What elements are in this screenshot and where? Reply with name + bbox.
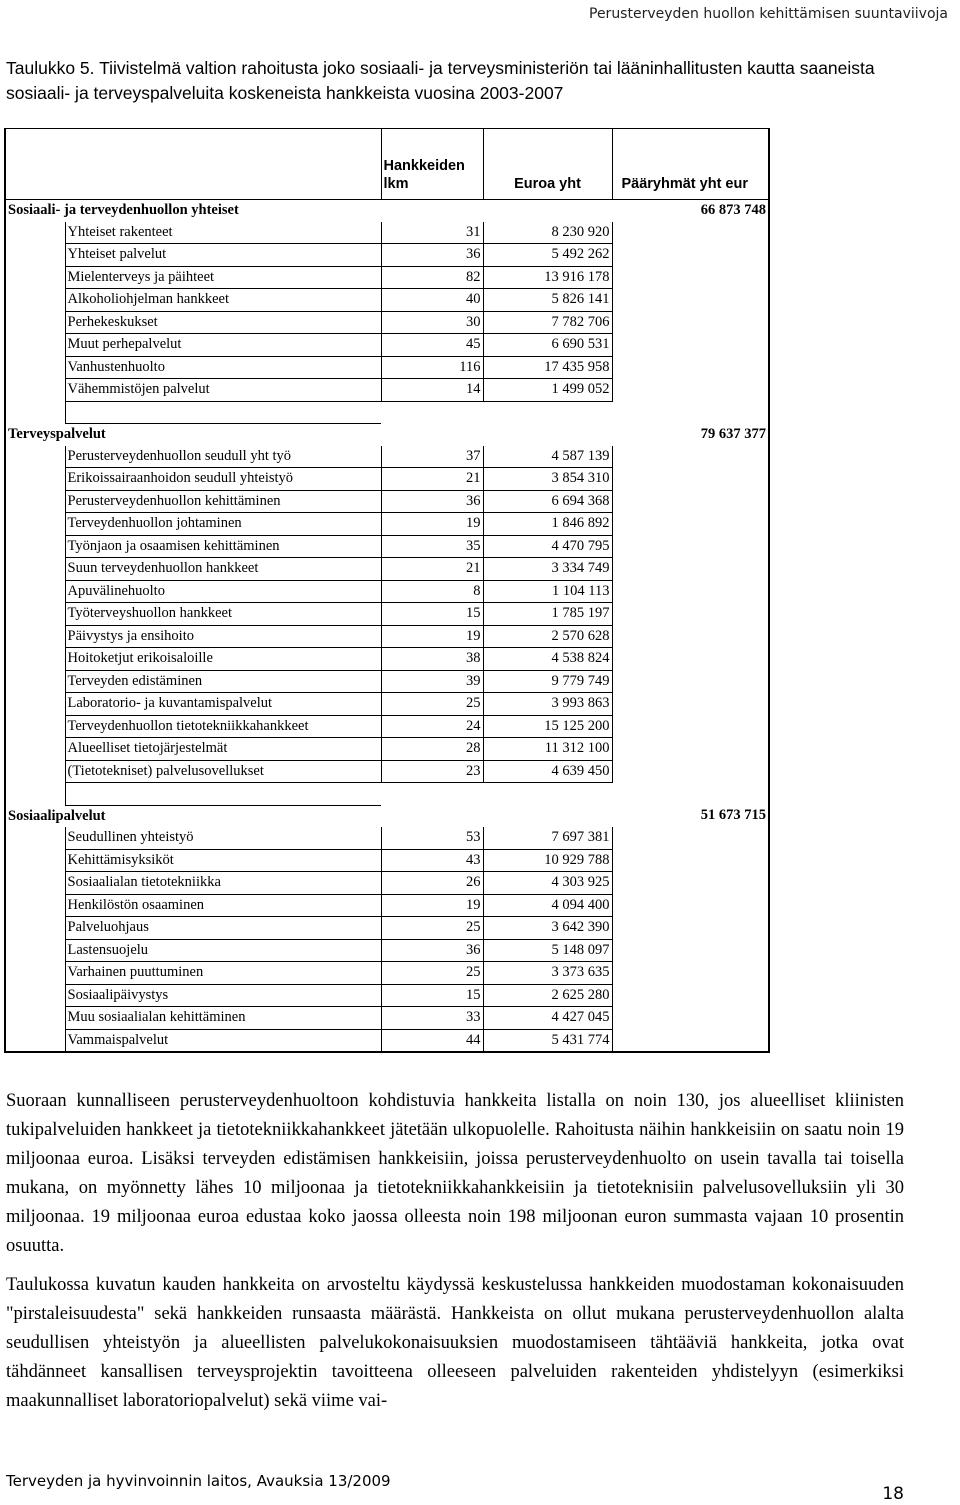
- row-count: 15: [381, 603, 483, 626]
- indent-cell: [5, 849, 65, 872]
- group-total: 79 637 377: [612, 424, 769, 446]
- row-label: Seudullinen yhteistyö: [65, 827, 381, 849]
- row-euro: 17 435 958: [483, 356, 612, 379]
- paragraph: Suoraan kunnalliseen perusterveydenhuoltoon kohdistuvia hankkeita listalla on noin 130, jos alueelliset kliinisten tukipalveluiden hankkeet ja tietotekniikkahankkeet jätetään ulkopuolelle. Rahoitusta näihin hankkeisiin on saatu noin 19 miljoonaa euroa. Lisäksi terveyden edistämisen hankkeisiin, joissa perusterveydenhuolto on usein tavalla tai toisella mukana, on myönnetty lähes 10 miljoonaa ja tietotekniikkahankkeisiin ja tietoteknisiin palvelusovelluksiin yli 30 miljoonaa. 19 miljoonaa euroa edustaa koko jaossa olleesta noin 198 miljoonan euron summasta vajaan 10 prosentin osuutta.: [6, 1091, 904, 1256]
- row-empty: [612, 513, 769, 536]
- row-label: Mielenterveys ja päihteet: [65, 266, 381, 289]
- row-euro: 6 694 368: [483, 490, 612, 513]
- header-group-total: Pääryhmät yht eur: [612, 129, 769, 200]
- row-label: Vanhustenhuolto: [65, 356, 381, 379]
- row-euro: 3 854 310: [483, 468, 612, 491]
- group-title: Terveyspalvelut: [5, 424, 612, 446]
- indent-cell: [5, 446, 65, 468]
- row-label: Muut perhepalvelut: [65, 334, 381, 357]
- row-euro: 15 125 200: [483, 715, 612, 738]
- indent-cell: [5, 648, 65, 671]
- row-count: 24: [381, 715, 483, 738]
- spacer-cell: [612, 783, 769, 806]
- indent-cell: [5, 266, 65, 289]
- row-euro: 11 312 100: [483, 738, 612, 761]
- row-label: Sosiaalipäivystys: [65, 984, 381, 1007]
- spacer-cell: [483, 783, 612, 806]
- table-row: [5, 849, 769, 872]
- row-empty: [612, 760, 769, 783]
- table-row: [5, 648, 769, 671]
- indent-cell: [5, 939, 65, 962]
- indent-cell: [5, 490, 65, 513]
- row-empty: [612, 648, 769, 671]
- row-euro: 7 782 706: [483, 311, 612, 334]
- row-label: Suun terveydenhuollon hankkeet: [65, 558, 381, 581]
- row-euro: 3 373 635: [483, 962, 612, 985]
- row-empty: [612, 356, 769, 379]
- spacer-cell: [65, 783, 381, 806]
- table-row: [5, 334, 769, 357]
- row-empty: [612, 222, 769, 244]
- row-label: Yhteiset rakenteet: [65, 222, 381, 244]
- row-count: 25: [381, 693, 483, 716]
- group-row: [5, 200, 769, 222]
- group-total: 66 873 748: [612, 200, 769, 222]
- row-euro: 9 779 749: [483, 670, 612, 693]
- row-count: 35: [381, 535, 483, 558]
- row-empty: [612, 939, 769, 962]
- table-row: [5, 266, 769, 289]
- row-label: Muu sosiaalialan kehittäminen: [65, 1007, 381, 1030]
- row-euro: 2 570 628: [483, 625, 612, 648]
- indent-cell: [5, 468, 65, 491]
- spacer-cell: [65, 401, 381, 424]
- group-title: Sosiaali- ja terveydenhuollon yhteiset: [5, 200, 612, 222]
- row-count: 21: [381, 558, 483, 581]
- row-euro: 4 470 795: [483, 535, 612, 558]
- row-count: 19: [381, 894, 483, 917]
- row-empty: [612, 693, 769, 716]
- row-euro: 1 785 197: [483, 603, 612, 626]
- table-row: [5, 535, 769, 558]
- indent-cell: [5, 872, 65, 895]
- spacer-row: [5, 783, 769, 806]
- row-empty: [612, 984, 769, 1007]
- table-row: [5, 446, 769, 468]
- row-empty: [612, 558, 769, 581]
- row-count: 39: [381, 670, 483, 693]
- indent-cell: [5, 1029, 65, 1052]
- header-count: Hankkeiden lkm: [381, 129, 483, 200]
- table-row: [5, 939, 769, 962]
- row-empty: [612, 1007, 769, 1030]
- table-row: [5, 289, 769, 312]
- row-count: 45: [381, 334, 483, 357]
- spacer-cell: [612, 401, 769, 424]
- table-row: [5, 738, 769, 761]
- spacer-cell: [5, 783, 65, 806]
- paragraph: Taulukossa kuvatun kauden hankkeita on arvosteltu käydyssä keskustelussa hankkeiden muodostaman kokonaisuuden "pirstaleisuudesta" sekä hankkeiden runsaasta määrästä. Hankkeista on ollut mukana perusterveydenhuollon alalta seudullisen yhteistyön ja alueellisten palvelukokonaisuuksien muodostamiseen tähtääviä hankkeita, jotka ovat tähdänneet kansallisen terveysprojektin tavoitteena olleeseen palveluiden rakenteiden yhdistelyyn (esimerkiksi maakunnalliset laboratoriopalvelut) sekä viime vai-: [6, 1275, 904, 1411]
- row-count: 53: [381, 827, 483, 849]
- indent-cell: [5, 827, 65, 849]
- row-count: 25: [381, 917, 483, 940]
- group-row: [5, 424, 769, 446]
- row-euro: 1 104 113: [483, 580, 612, 603]
- row-euro: 4 427 045: [483, 1007, 612, 1030]
- table-row: [5, 311, 769, 334]
- row-empty: [612, 625, 769, 648]
- indent-cell: [5, 356, 65, 379]
- indent-cell: [5, 558, 65, 581]
- row-euro: 3 993 863: [483, 693, 612, 716]
- row-label: Työnjaon ja osaamisen kehittäminen: [65, 535, 381, 558]
- row-label: Terveyden edistäminen: [65, 670, 381, 693]
- row-euro: 5 492 262: [483, 244, 612, 267]
- row-euro: 3 642 390: [483, 917, 612, 940]
- row-count: 82: [381, 266, 483, 289]
- row-empty: [612, 917, 769, 940]
- indent-cell: [5, 1007, 65, 1030]
- row-count: 116: [381, 356, 483, 379]
- row-empty: [612, 446, 769, 468]
- row-count: 37: [381, 446, 483, 468]
- row-count: 43: [381, 849, 483, 872]
- row-empty: [612, 894, 769, 917]
- table-row: [5, 827, 769, 849]
- table-row: [5, 356, 769, 379]
- row-label: Kehittämisyksiköt: [65, 849, 381, 872]
- indent-cell: [5, 379, 65, 402]
- row-euro: 13 916 178: [483, 266, 612, 289]
- row-label: Terveydenhuollon johtaminen: [65, 513, 381, 536]
- table-row: [5, 244, 769, 267]
- row-label: Henkilöstön osaaminen: [65, 894, 381, 917]
- row-count: 15: [381, 984, 483, 1007]
- row-count: 14: [381, 379, 483, 402]
- row-count: 19: [381, 513, 483, 536]
- row-count: 28: [381, 738, 483, 761]
- table-row: [5, 1007, 769, 1030]
- row-empty: [612, 490, 769, 513]
- row-label: Perusterveydenhuollon kehittäminen: [65, 490, 381, 513]
- row-empty: [612, 535, 769, 558]
- table-row: [5, 872, 769, 895]
- row-euro: 1 846 892: [483, 513, 612, 536]
- row-count: 30: [381, 311, 483, 334]
- row-label: Lastensuojelu: [65, 939, 381, 962]
- row-empty: [612, 715, 769, 738]
- table-row: [5, 625, 769, 648]
- row-label: Hoitoketjut erikoisaloille: [65, 648, 381, 671]
- table-row: [5, 1029, 769, 1052]
- row-label: Laboratorio- ja kuvantamispalvelut: [65, 693, 381, 716]
- indent-cell: [5, 222, 65, 244]
- row-empty: [612, 580, 769, 603]
- row-euro: 4 094 400: [483, 894, 612, 917]
- row-empty: [612, 603, 769, 626]
- indent-cell: [5, 289, 65, 312]
- spacer-row: [5, 401, 769, 424]
- row-count: 40: [381, 289, 483, 312]
- row-empty: [612, 849, 769, 872]
- table-row: [5, 693, 769, 716]
- row-empty: [612, 266, 769, 289]
- row-count: 36: [381, 939, 483, 962]
- indent-cell: [5, 962, 65, 985]
- row-empty: [612, 379, 769, 402]
- indent-cell: [5, 984, 65, 1007]
- row-label: Vammaispalvelut: [65, 1029, 381, 1052]
- table-row: [5, 670, 769, 693]
- row-label: Perusterveydenhuollon seudull yht työ: [65, 446, 381, 468]
- indent-cell: [5, 693, 65, 716]
- row-empty: [612, 289, 769, 312]
- table-row: [5, 715, 769, 738]
- indent-cell: [5, 244, 65, 267]
- row-empty: [612, 872, 769, 895]
- row-count: 19: [381, 625, 483, 648]
- row-empty: [612, 468, 769, 491]
- row-euro: 5 431 774: [483, 1029, 612, 1052]
- table-header-row: [5, 129, 769, 200]
- row-label: Työterveyshuollon hankkeet: [65, 603, 381, 626]
- table-row: [5, 468, 769, 491]
- row-count: 8: [381, 580, 483, 603]
- indent-cell: [5, 603, 65, 626]
- row-euro: 4 303 925: [483, 872, 612, 895]
- row-label: Apuvälinehuolto: [65, 580, 381, 603]
- row-empty: [612, 670, 769, 693]
- spacer-cell: [483, 401, 612, 424]
- row-label: Sosiaalialan tietotekniikka: [65, 872, 381, 895]
- row-euro: 5 148 097: [483, 939, 612, 962]
- footer-publisher: Terveyden ja hyvinvoinnin laitos, Avauksia 13/2009: [6, 1472, 391, 1490]
- table-row: [5, 558, 769, 581]
- indent-cell: [5, 311, 65, 334]
- table-row: [5, 984, 769, 1007]
- table-row: [5, 760, 769, 783]
- running-header: Perusterveyden huollon kehittämisen suuntaviivoja: [589, 6, 948, 22]
- row-euro: 2 625 280: [483, 984, 612, 1007]
- table-caption: Taulukko 5. Tiivistelmä valtion rahoitusta joko sosiaali- ja terveysministeriön tai lääninhallitusten kautta saaneista sosiaali- ja terveyspalveluita koskeneista hankkeista vuosina 2003-2007: [6, 58, 875, 103]
- indent-cell: [5, 535, 65, 558]
- row-count: 25: [381, 962, 483, 985]
- row-euro: 4 639 450: [483, 760, 612, 783]
- row-euro: 6 690 531: [483, 334, 612, 357]
- row-euro: 3 334 749: [483, 558, 612, 581]
- indent-cell: [5, 513, 65, 536]
- row-label: Erikoissairaanhoidon seudull yhteistyö: [65, 468, 381, 491]
- row-euro: 10 929 788: [483, 849, 612, 872]
- table-row: [5, 962, 769, 985]
- spacer-cell: [5, 401, 65, 424]
- row-count: 31: [381, 222, 483, 244]
- row-count: 33: [381, 1007, 483, 1030]
- row-euro: 8 230 920: [483, 222, 612, 244]
- row-label: (Tietotekniset) palvelusovellukset: [65, 760, 381, 783]
- row-label: Alkoholiohjelman hankkeet: [65, 289, 381, 312]
- spacer-cell: [381, 401, 483, 424]
- table-row: [5, 490, 769, 513]
- table-row: [5, 917, 769, 940]
- indent-cell: [5, 894, 65, 917]
- row-label: Päivystys ja ensihoito: [65, 625, 381, 648]
- row-count: 36: [381, 244, 483, 267]
- group-title: Sosiaalipalvelut: [5, 805, 612, 827]
- row-euro: 4 587 139: [483, 446, 612, 468]
- indent-cell: [5, 334, 65, 357]
- row-count: 23: [381, 760, 483, 783]
- row-empty: [612, 738, 769, 761]
- table-row: [5, 603, 769, 626]
- row-label: Alueelliset tietojärjestelmät: [65, 738, 381, 761]
- table-row: [5, 379, 769, 402]
- funding-table: [4, 128, 770, 1053]
- table-row: [5, 580, 769, 603]
- indent-cell: [5, 625, 65, 648]
- row-euro: 4 538 824: [483, 648, 612, 671]
- row-label: Perhekeskukset: [65, 311, 381, 334]
- row-label: Varhainen puuttuminen: [65, 962, 381, 985]
- group-total: 51 673 715: [612, 805, 769, 827]
- indent-cell: [5, 580, 65, 603]
- row-label: Terveydenhuollon tietotekniikkahankkeet: [65, 715, 381, 738]
- row-euro: 7 697 381: [483, 827, 612, 849]
- row-empty: [612, 244, 769, 267]
- row-empty: [612, 827, 769, 849]
- indent-cell: [5, 917, 65, 940]
- indent-cell: [5, 738, 65, 761]
- row-empty: [612, 311, 769, 334]
- row-count: 38: [381, 648, 483, 671]
- row-count: 26: [381, 872, 483, 895]
- table-row: [5, 513, 769, 536]
- row-empty: [612, 962, 769, 985]
- body-text: [6, 1087, 904, 1426]
- indent-cell: [5, 670, 65, 693]
- row-euro: 5 826 141: [483, 289, 612, 312]
- header-euro: Euroa yht: [483, 129, 612, 200]
- table-row: [5, 222, 769, 244]
- indent-cell: [5, 715, 65, 738]
- row-count: 44: [381, 1029, 483, 1052]
- row-label: Yhteiset palvelut: [65, 244, 381, 267]
- row-count: 36: [381, 490, 483, 513]
- page-number: 18: [882, 1484, 904, 1504]
- indent-cell: [5, 760, 65, 783]
- row-euro: 1 499 052: [483, 379, 612, 402]
- row-empty: [612, 334, 769, 357]
- row-label: Vähemmistöjen palvelut: [65, 379, 381, 402]
- row-count: 21: [381, 468, 483, 491]
- table-row: [5, 894, 769, 917]
- row-empty: [612, 1029, 769, 1052]
- spacer-cell: [381, 783, 483, 806]
- group-row: [5, 805, 769, 827]
- row-label: Palveluohjaus: [65, 917, 381, 940]
